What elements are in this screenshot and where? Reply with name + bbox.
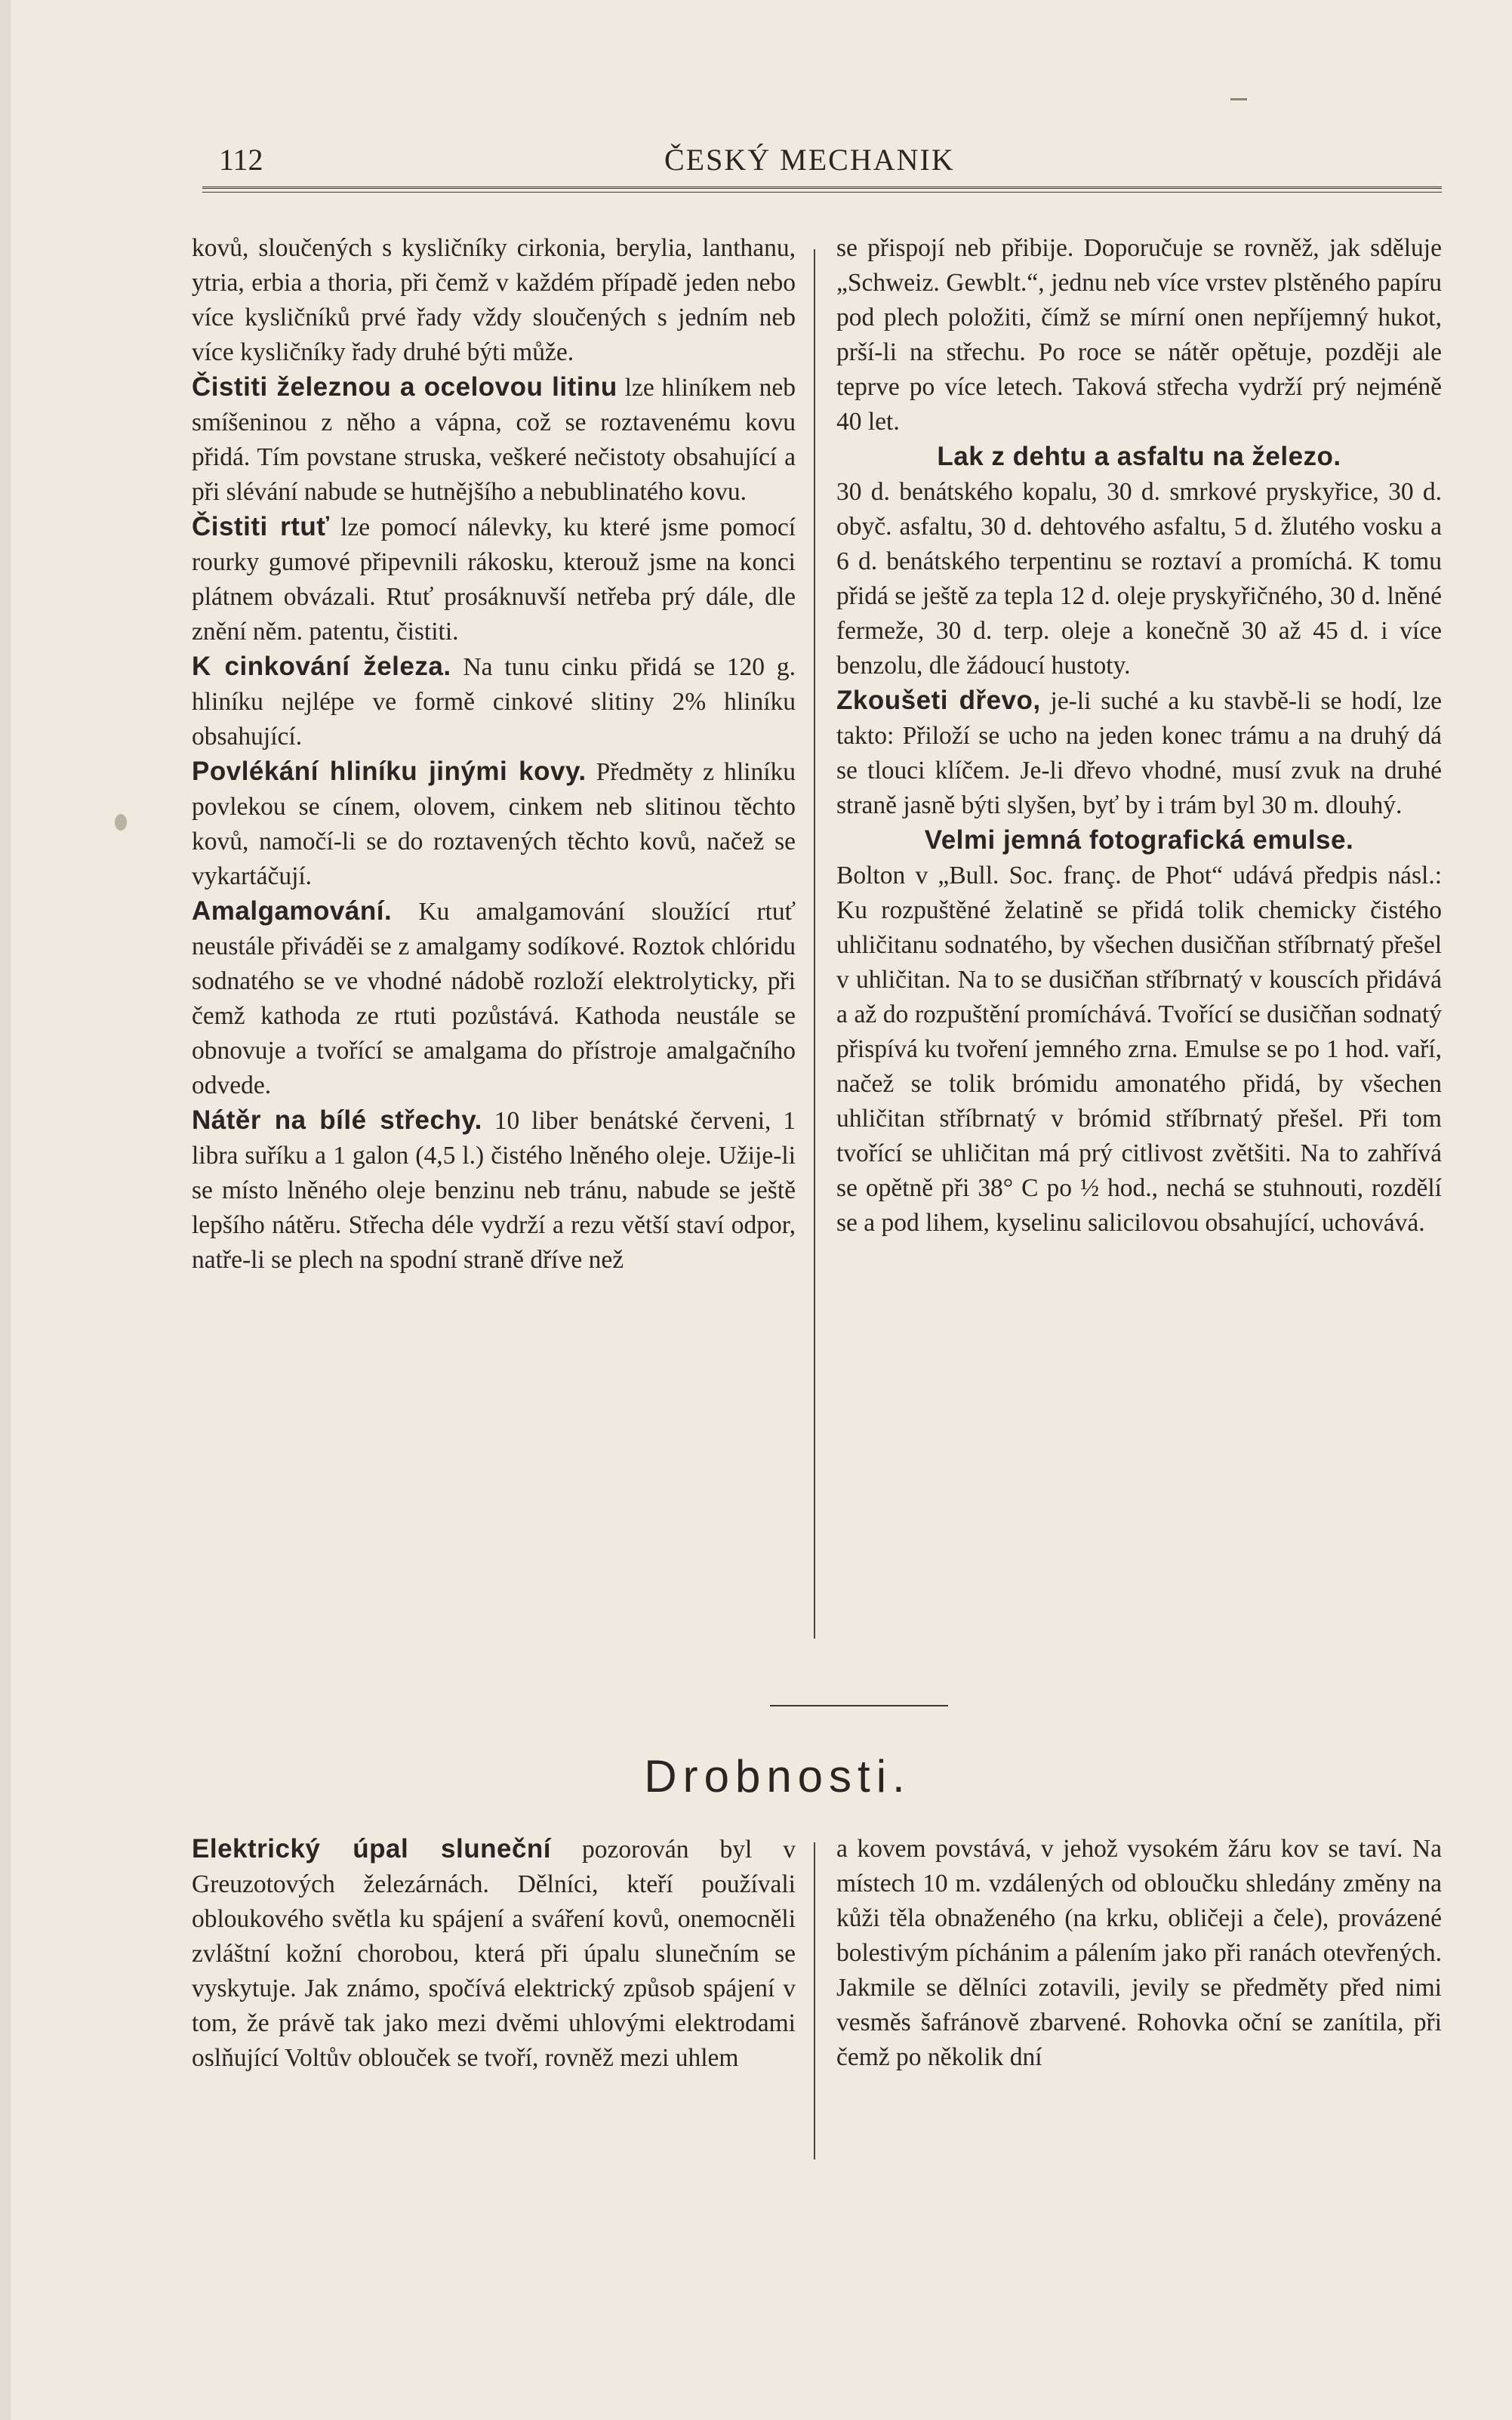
article-heading: Velmi jemná fotografická emulse. xyxy=(924,825,1354,855)
paragraph xyxy=(192,231,796,370)
article xyxy=(192,1832,796,2076)
column-divider xyxy=(814,249,815,1639)
article-text: Ku amalgamování sloužící rtuť neustále přiváděi se z amalgamy sodíkové. Roztok chlóridu sodnatého se ve vhodné nádobě rozloží elektrolyticky, při čemž kathoda ze rtuti pozůstává. Kathoda neustále se obnovuje a tvořící se amalgama do přístroje amalgačního odvede. xyxy=(192,898,796,1099)
paragraph xyxy=(836,1832,1442,2075)
article xyxy=(192,894,796,1103)
article xyxy=(836,683,1442,823)
page-header xyxy=(189,136,1442,181)
article-text: Bolton v „Bull. Soc. franç. de Phot“ udává předpis násl.: Ku rozpuštěné želatině se přidá tolik chemicky čistého uhličitanu sodnatého, by všechen dusičňan stříbrnatý přešel v uhličitan. Na to se dusičňan stříbrnatý v kouscích přidává a až do rozpuštění promíchává. Tvořící se dusičňan sodnatý přispívá ku tvoření jemného zrna. Emulse se po 1 hod. vaří, načež se tolik brómidu amonatého přidá, by všechen uhličitan stříbrnatý v brómid stříbrnatý přešel. Při tom tvořící se uhličitan má prý citlivost zvětšiti. Na to zahřívá se opětně při 38° C po ½ hod., nechá se stuhnouti, rozdělí se a pod lihem, kyselinu salicilovou obsahující, uchovává. xyxy=(836,862,1442,1237)
paragraph xyxy=(836,231,1442,439)
article xyxy=(192,649,796,754)
article xyxy=(192,1103,796,1278)
article-heading: Amalgamování. xyxy=(192,896,393,926)
article-body xyxy=(836,859,1442,1241)
article-text: lze pomocí nálevky, ku které jsme pomocí rourky gumové připevnili rákosku, kterouž jsme na konci plátnem obvázali. Rtuť prosáknuvší netřeba prý dále, dle znění něm. patentu, čistiti. xyxy=(192,513,796,646)
article-heading-line xyxy=(836,823,1442,859)
article-text: 30 d. benátského kopalu, 30 d. smrkové pryskyřice, 30 d. obyč. asfaltu, 30 d. dehtového asfaltu, 5 d. žlutého vosku a 6 d. benátského terpentinu se roztaví a promíchá. K tomu přidá se ještě za tepla 12 d. oleje pryskyřičného, 30 d. lněné fermeže, 30 d. terp. oleje a konečně 30 až 45 d. i více benzolu, dle žádoucí hustoty. xyxy=(836,478,1442,680)
section-right-column xyxy=(836,1832,1442,2075)
section-rule xyxy=(770,1705,948,1706)
article-heading: Čistiti železnou a ocelovou litinu xyxy=(192,372,617,402)
article xyxy=(192,754,796,894)
paragraph-text: kovů, sloučených s kysličníky cirkonia, berylia, lanthanu, ytria, erbia a thoria, při čemž v každém případě jeden nebo více kysličníků prvé řady vždy sloučených s jedním neb více kysličníky řady druhé býti může. xyxy=(192,234,796,366)
article-heading: Elektrický úpal sluneční xyxy=(192,1834,552,1864)
article xyxy=(192,370,796,510)
section-left-column xyxy=(192,1832,796,2076)
article-heading: Povlékání hliníku jinými kovy. xyxy=(192,757,587,786)
article-text: lze hliníkem neb smíšeninou z něho a vápna, což se roztavenému kovu přidá. Tím povstane struska, veškeré nečistoty obsahující a při slévání nabude se hutnějšího a nebublinatého kovu. xyxy=(192,374,796,506)
right-column xyxy=(836,231,1442,1241)
running-title: ČESKÝ MECHANIK xyxy=(664,143,955,177)
section-title: Drobnosti. xyxy=(644,1751,911,1802)
article-heading: Čistiti rtuť xyxy=(192,512,330,541)
article xyxy=(192,510,796,649)
column-divider xyxy=(814,1842,815,2160)
article-text: pozorován byl v Greuzotových železárnách. Dělníci, kteří používali obloukového světla ku spájení a sváření kovů, onemocněli zvláštní kožní chorobou, která při úpalu slunečním se vyskytuje. Jak známo, spočívá elektrický způsob spájení v tom, že právě tak jako mezi dvěmi uhlovými elektrodami oslňující Voltův oblouček se tvoří, rovněž mezi uhlem xyxy=(192,1836,796,2072)
paper-blemish xyxy=(115,814,127,831)
article-text: Předměty z hliníku povlekou se cínem, olovem, cinkem neb slitinou těchto kovů, namočí-li se do roztavených těchto kovů, načež se vykartáčují. xyxy=(192,758,796,890)
paragraph-text: a kovem povstává, v jehož vysokém žáru kov se taví. Na místech 10 m. vzdálených od obloučku shledány změny na kůži těla obnaženého (na krku, obličeji a čele), provázené bolestivým píchánim a pálením jako při ranách otevřených. Jakmile se dělníci zotavili, jevily se předměty před nimi vesměs šafránově zbarvené. Rohovka oční se zanítila, při čemž po několik dní xyxy=(836,1835,1442,2071)
article-text: Na tunu cinku přidá se 120 g. hliníku nejlépe ve formě cinkové slitiny 2% hliníku obsahující. xyxy=(192,653,796,751)
page-number: 112 xyxy=(219,143,263,177)
article-heading: Nátěr na bílé střechy. xyxy=(192,1105,482,1135)
article-text: je-li suché a ku stavbě-li se hodí, lze takto: Přiloží se ucho na jeden konec trámu a na druhý dá se tlouci klíčem. Je-li dřevo vhodné, musí zvuk na druhé straně jasně býti slyšen, byť by i trám byl 30 m. dlouhý. xyxy=(836,687,1443,819)
article-heading: K cinkování železa. xyxy=(192,652,451,681)
article-heading: Lak z dehtu a asfaltu na železo. xyxy=(937,442,1341,471)
print-mark xyxy=(1230,98,1247,100)
header-rule xyxy=(202,187,1442,193)
article-text: 10 liber benátské červeni, 1 libra suříku a 1 galon (4,5 l.) čistého lněného oleje. Užije-li se místo lněného oleje benzinu neb tránu, nabude se ještě lepšího nátěru. Střecha déle vydrží a rezu větší staví odpor, natře-li se plech na spodní straně dříve než xyxy=(192,1107,796,1274)
article-heading: Zkoušeti dřevo, xyxy=(836,686,1041,715)
paragraph-text: se přispojí neb přibije. Doporučuje se rovněž, jak sděluje „Schweiz. Gewblt.“, jednu neb více vrstev plstěného papíru pod plech položiti, čímž se mírní onen nepříjemný hukot, prší-li na střechu. Po roce se nátěr opětuje, později ale teprve po více letech. Taková střecha vydrží prý nejméně 40 let. xyxy=(836,234,1442,436)
left-column xyxy=(192,231,796,1278)
article-heading-line xyxy=(836,439,1442,475)
article-body xyxy=(836,475,1442,683)
